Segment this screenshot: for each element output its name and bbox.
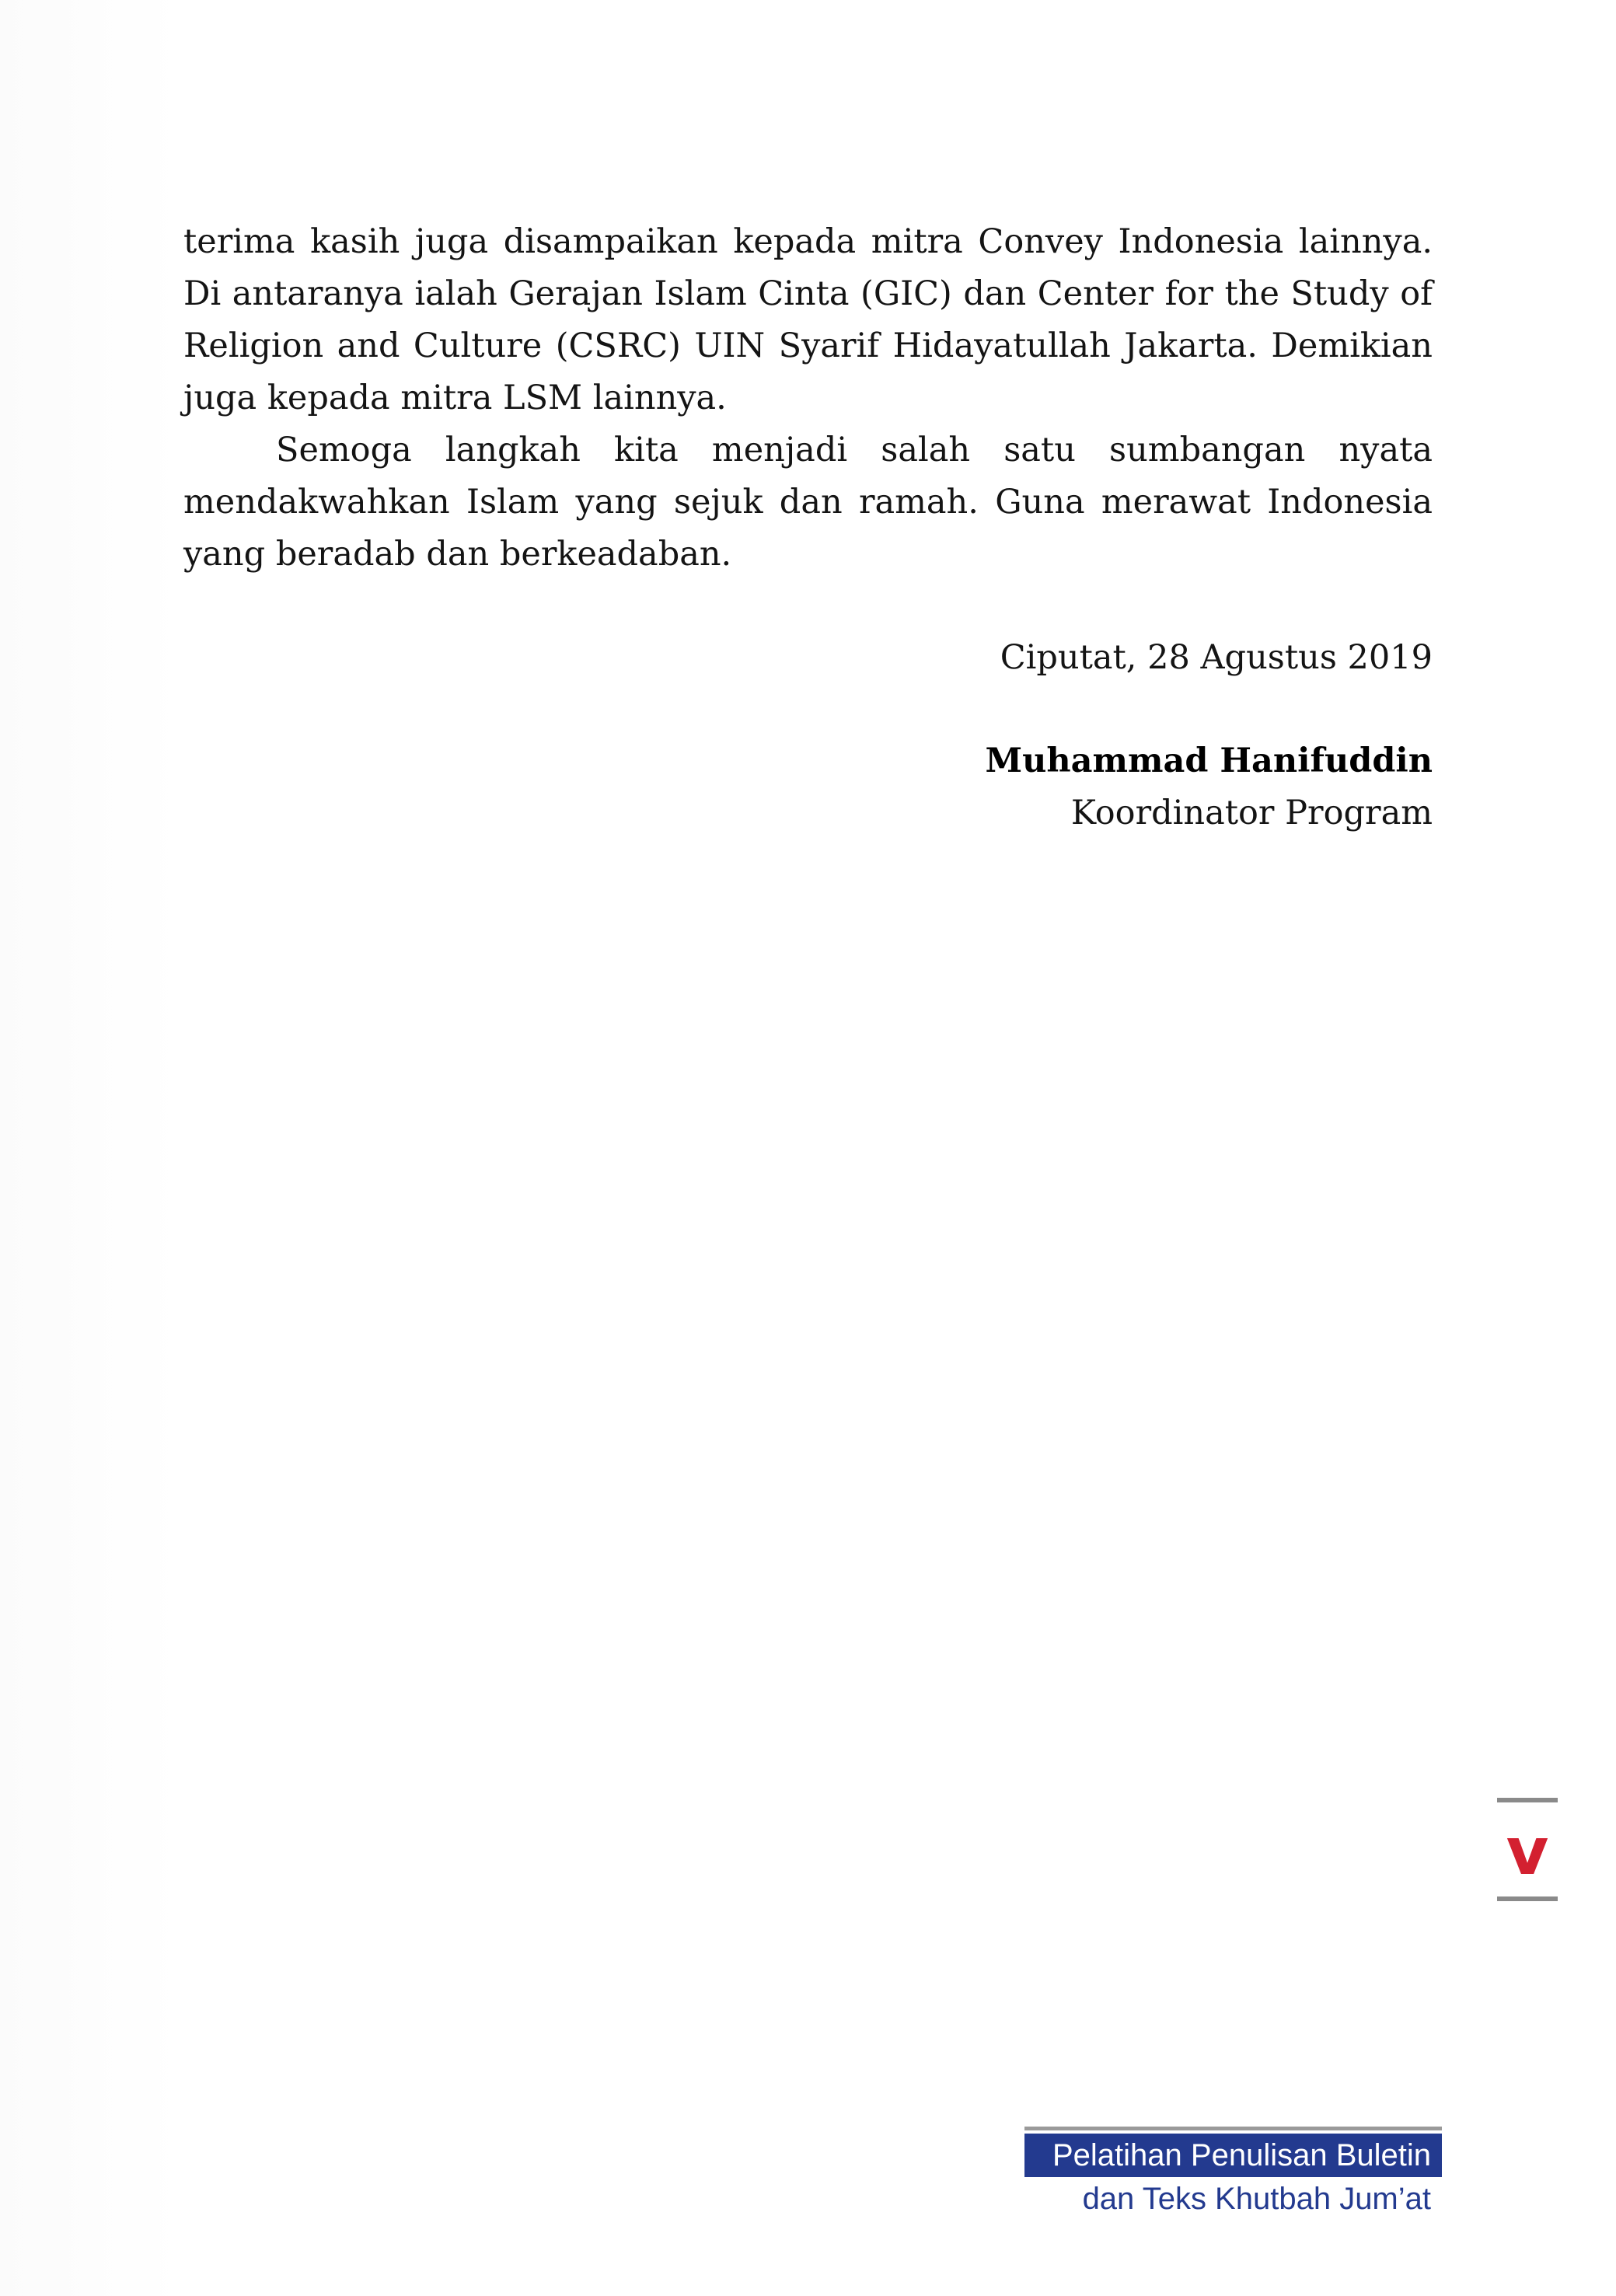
footer-book-title — [1024, 2127, 1442, 2221]
footer-subtitle: dan Teks Khutbah Jum’at — [1082, 2182, 1431, 2216]
body-text — [183, 216, 1433, 839]
page-number: v — [1506, 1813, 1549, 1889]
page-number-rule-top — [1497, 1798, 1558, 1802]
signer-name: Muhammad Hanifuddin — [985, 741, 1433, 780]
footer-title-bar: Pelatihan Penulisan Buletin — [1024, 2134, 1442, 2177]
signer-role: Koordinator Program — [1070, 794, 1433, 832]
place-date: Ciputat, 28 Agustus 2019 — [1000, 638, 1433, 677]
page-edge-shade — [0, 0, 180, 2296]
paragraph-continued: terima kasih juga disampaikan kepada mitra Convey Indonesia lainnya. Di antaranya ialah Gerajan Islam Cinta (GIC) dan Center for the Study of Religion and Culture (CSRC) UIN Syarif Hidayatullah Jakarta. Demikian juga kepada mitra LSM lainnya. — [183, 222, 1433, 417]
paragraph-closing-wish: Semoga langkah kita menjadi salah satu sumbangan nyata mendakwahkan Islam yang sejuk dan ramah. Guna merawat Indonesia yang beradab dan berkeadaban. — [183, 431, 1433, 574]
footer-rule — [1024, 2127, 1442, 2130]
page-number-rule-bottom — [1497, 1896, 1558, 1901]
